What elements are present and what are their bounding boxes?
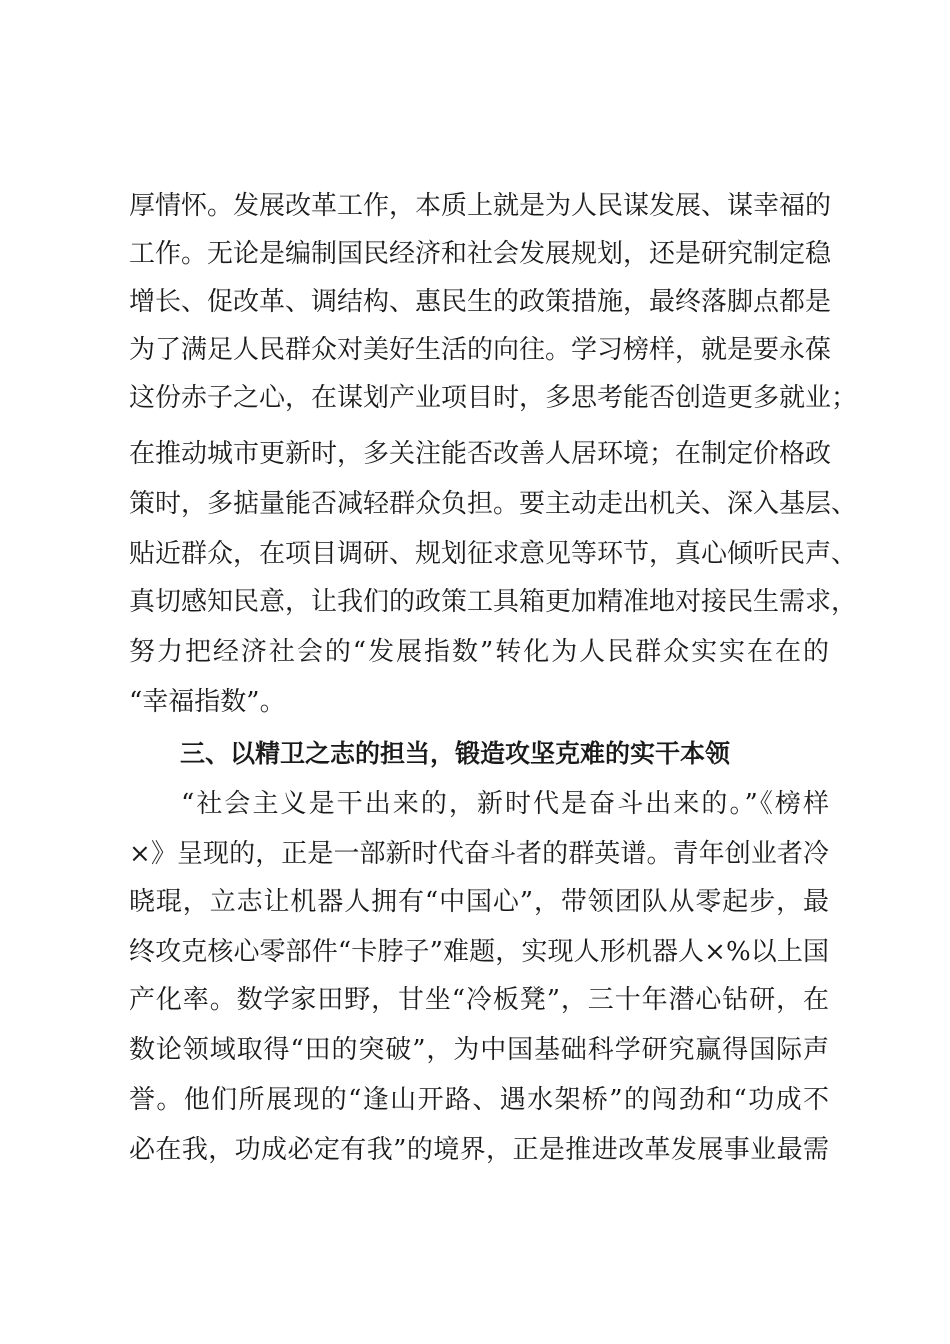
body-text-line: 工作。无论是编制国民经济和社会发展规划，还是研究制定稳: [129, 239, 832, 269]
body-text-line: “社会主义是干出来的，新时代是奋斗出来的。”《榜样: [181, 789, 829, 819]
body-text-line: ×》呈现的，正是一部新时代奋斗者的群英谱。青年创业者冷: [129, 839, 829, 869]
body-text-line: 终攻克核心零部件“卡脖子”难题，实现人形机器人×%以上国: [129, 937, 829, 967]
body-text-line: 厚情怀。发展改革工作，本质上就是为人民谋发展、谋幸福的: [129, 191, 832, 221]
body-text-line: 产化率。数学家田野，甘坐“冷板凳”，三十年潜心钻研，在: [129, 985, 829, 1015]
body-text-line: 为了满足人民群众对美好生活的向往。学习榜样，就是要永葆: [129, 335, 832, 365]
body-text-line: 誉。他们所展现的“逢山开路、遇水架桥”的闯劲和“功成不: [129, 1085, 829, 1115]
body-text-line: 这份赤子之心，在谋划产业项目时，多思考能否创造更多就业；: [129, 383, 858, 413]
body-text-line: 贴近群众，在项目调研、规划征求意见等环节，真心倾听民声、: [129, 539, 858, 569]
body-text-line: 增长、促改革、调结构、惠民生的政策措施，最终落脚点都是: [129, 287, 832, 317]
body-text-line: 数论领域取得“田的突破”，为中国基础科学研究赢得国际声: [129, 1035, 829, 1065]
body-text-line: 晓琨，立志让机器人拥有“中国心”，带领团队从零起步，最: [129, 887, 829, 917]
section-heading: 三、以精卫之志的担当，锻造攻坚克难的实干本领: [180, 739, 731, 768]
body-text-line: 真切感知民意，让我们的政策工具箱更加精准地对接民生需求，: [129, 587, 858, 617]
body-text-line: “幸福指数”。: [129, 687, 286, 717]
body-text-line: 在推动城市更新时，多关注能否改善人居环境；在制定价格政: [129, 439, 832, 469]
body-text-line: 策时，多掂量能否减轻群众负担。要主动走出机关、深入基层、: [129, 489, 858, 519]
body-text-line: 必在我，功成必定有我”的境界，正是推进改革发展事业最需: [129, 1135, 829, 1165]
body-text-line: 努力把经济社会的“发展指数”转化为人民群众实实在在的: [129, 637, 829, 667]
